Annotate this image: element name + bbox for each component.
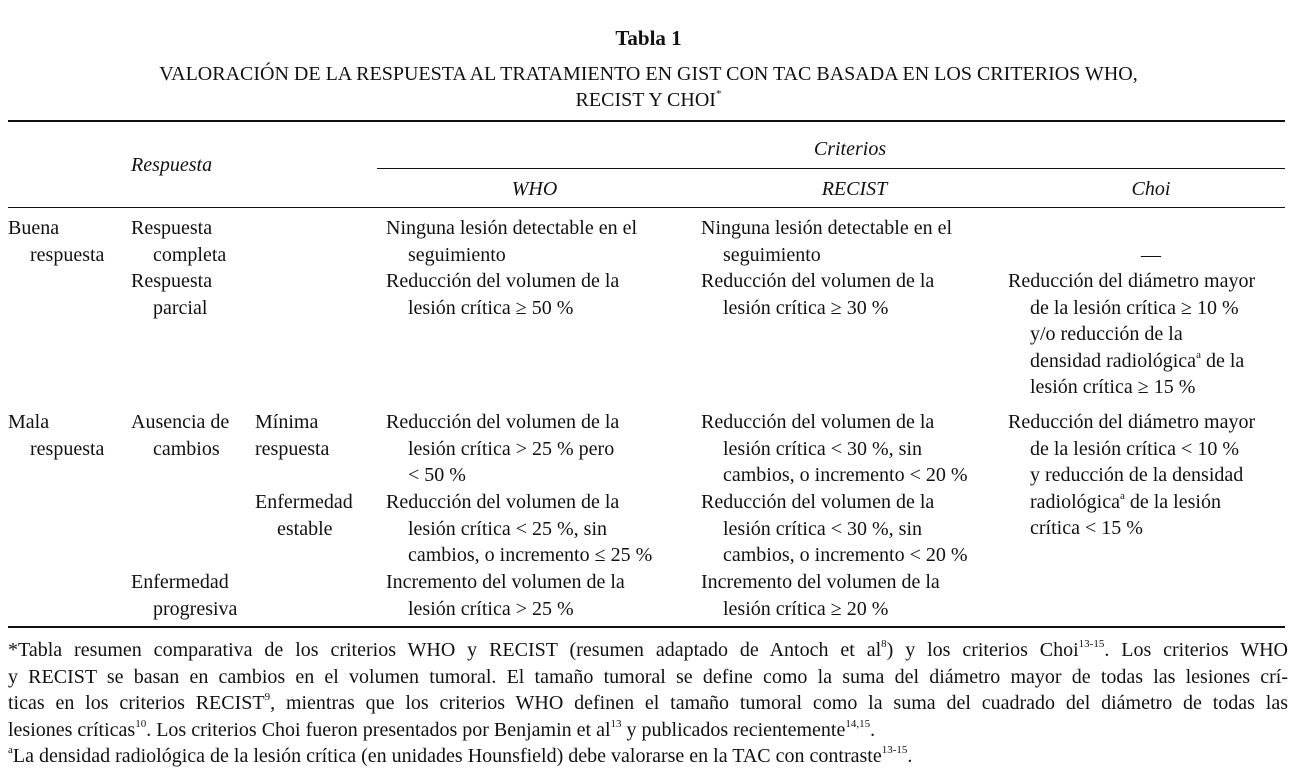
footnote-1-line-3: ticas en los criterios RECIST$^9$, mientras que los criterios WHO definen el tamaño tumoral como la suma del cuadrado del diámetro de todas las <box>8 691 1288 714</box>
body-bottom-rule <box>8 626 1285 628</box>
recist-respuesta-completa: Ninguna lesión detectable en el seguimiento <box>701 217 953 266</box>
footnote-1-line-4: lesiones críticas$^{10}$. Los criterios Choi fueron presentados por Benjamin et $al^{13}$ y publicados recientemente$^{14,15}$. <box>8 717 876 741</box>
subtitle-line-1: VALORACIÓN DE LA RESPUESTA AL TRATAMIENTO EN GIST CON TAC BASADA EN LOS CRITERIOS WHO, <box>159 63 1138 85</box>
header-criterios: Criterios <box>813 138 887 160</box>
header-choi: Choi <box>1131 178 1171 200</box>
table-title: Tabla 1 <box>615 26 682 50</box>
who-respuesta-completa: Ninguna lesión detectable en el seguimiento <box>386 217 638 266</box>
who-enfermedad-estable: Reducción del volumen de la lesión crítica < 25 %, sin cambios, o incremento ≤ 25 % <box>386 491 653 566</box>
table-subtitle <box>0 61 1297 113</box>
header-recist: RECIST <box>821 178 888 200</box>
table-footnotes <box>8 637 1288 770</box>
criterios-rule <box>377 168 1285 169</box>
subtitle-asterisk: * <box>715 88 722 101</box>
top-rule <box>8 120 1285 122</box>
header-bottom-rule <box>8 207 1285 208</box>
label-ausencia-de-cambios: Ausencia de cambios <box>131 411 230 460</box>
who-enfermedad-progresiva: Incremento del volumen de la lesión crítica > 25 % <box>386 571 625 620</box>
label-respuesta-completa: Respuesta completa <box>131 217 227 266</box>
who-minima-respuesta: Reducción del volumen de la lesión crítica > 25 % pero < 50 % <box>386 411 620 486</box>
header-respuesta: Respuesta <box>131 154 213 176</box>
choi-ausencia-de-cambios: Reducción del diámetro mayor de la lesión crítica < 10 % y reducción de la densidad radiológica$^a$ de la lesión crítica < 15 % <box>1008 411 1256 539</box>
footnote-1-line-1: *Tabla resumen comparativa de los criterios WHO y RECIST (resumen adaptado de Antoch et $al^8$) y los criterios Choi$^{13-15}$. Los criterios WHO <box>8 638 1288 661</box>
recist-minima-respuesta: Reducción del volumen de la lesión crítica < 30 %, sin cambios, o incremento < 20 % <box>701 411 968 486</box>
choi-respuesta-parcial: Reducción del diámetro mayor de la lesión crítica ≥ 10 % y/o reducción de la densidad radiológica$^a$ de la lesión crítica ≥ 15 % <box>1008 270 1256 398</box>
footnote-1-line-2: y RECIST se basan en cambios en el volumen tumoral. El tamaño tumoral se define como la suma del diámetro mayor de todas las lesiones crí- <box>8 665 1288 688</box>
recist-respuesta-parcial: Reducción del volumen de la lesión crítica ≥ 30 % <box>701 270 935 319</box>
group-buena-respuesta: Buena respuesta <box>8 217 105 266</box>
label-enfermedad-progresiva: Enfermedad progresiva <box>131 571 238 620</box>
group-mala-respuesta: Mala respuesta <box>8 411 105 460</box>
recist-enfermedad-estable: Reducción del volumen de la lesión crítica < 30 %, sin cambios, o incremento < 20 % <box>701 491 968 566</box>
recist-enfermedad-progresiva: Incremento del volumen de la lesión crítica ≥ 20 % <box>701 571 940 620</box>
label-enfermedad-estable: Enfermedad estable <box>255 491 353 540</box>
who-respuesta-parcial: Reducción del volumen de la lesión crítica ≥ 50 % <box>386 270 620 319</box>
subtitle-line-2: RECIST Y CHOI* <box>575 88 722 111</box>
label-minima-respuesta: Mínima respuesta <box>255 411 330 460</box>
label-respuesta-parcial: Respuesta parcial <box>131 270 213 319</box>
choi-respuesta-completa: — <box>1141 244 1161 266</box>
footnote-2: $^a$La densidad radiológica de la lesión crítica (en unidades Hounsfield) debe valorarse en la TAC con contraste$^{13-15}$. <box>8 744 913 767</box>
header-who: WHO <box>511 178 558 200</box>
